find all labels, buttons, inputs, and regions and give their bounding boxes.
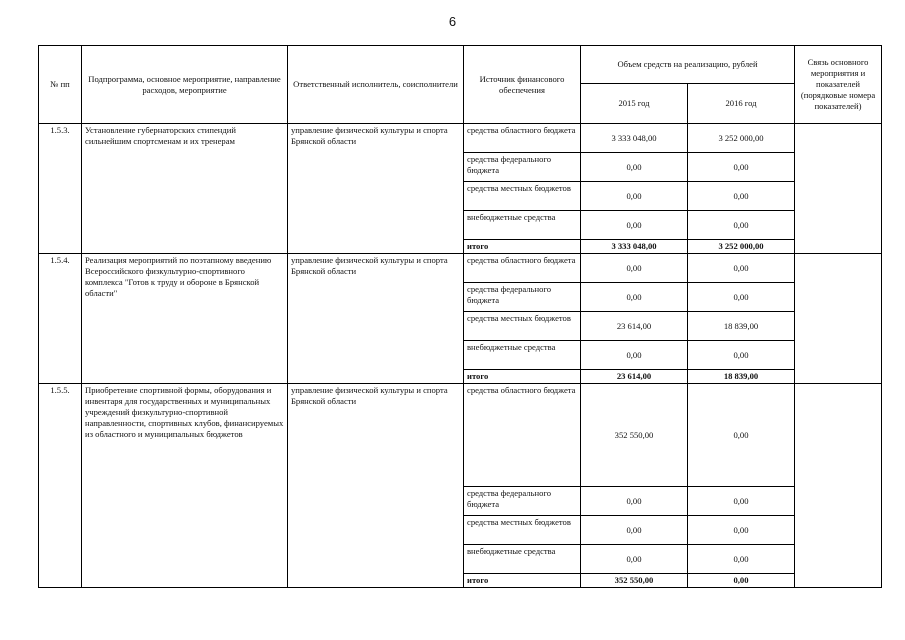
section-name: Приобретение спортивной формы, оборудования и инвентаря для государственных и муниципальных учреждений физкультурно-спортивной направленности, спортивных клубов, финансируемых из областного и муниципальных бюджетов <box>82 384 288 588</box>
value-2015: 0,00 <box>581 211 688 240</box>
source-cell: средства местных бюджетов <box>464 182 581 211</box>
value-2015: 0,00 <box>581 254 688 283</box>
source-cell: средства местных бюджетов <box>464 312 581 341</box>
total-2016: 18 839,00 <box>688 370 795 384</box>
total-2015: 23 614,00 <box>581 370 688 384</box>
total-2016: 3 252 000,00 <box>688 240 795 254</box>
value-2016: 3 252 000,00 <box>688 124 795 153</box>
value-2016: 0,00 <box>688 516 795 545</box>
link-cell <box>795 124 882 254</box>
value-2015: 0,00 <box>581 153 688 182</box>
section-executor: управление физической культуры и спорта Брянской области <box>288 124 464 254</box>
section-code: 1.5.4. <box>39 254 82 384</box>
value-2016: 0,00 <box>688 283 795 312</box>
value-2016: 0,00 <box>688 545 795 574</box>
page-number: 6 <box>448 14 457 29</box>
source-cell: средства федерального бюджета <box>464 153 581 182</box>
section-name: Установление губернаторских стипендий сильнейшим спортсменам и их тренерам <box>82 124 288 254</box>
total-2015: 3 333 048,00 <box>581 240 688 254</box>
source-cell: средства областного бюджета <box>464 124 581 153</box>
header-executor: Ответственный исполнитель, соисполнители <box>288 46 464 124</box>
link-cell <box>795 384 882 588</box>
value-2016: 0,00 <box>688 254 795 283</box>
total-2015: 352 550,00 <box>581 574 688 588</box>
value-2016: 0,00 <box>688 182 795 211</box>
source-cell: внебюджетные средства <box>464 545 581 574</box>
section-executor: управление физической культуры и спорта Брянской области <box>288 254 464 384</box>
source-cell: средства федерального бюджета <box>464 283 581 312</box>
value-2015: 0,00 <box>581 487 688 516</box>
table-row <box>39 254 882 283</box>
total-label: итого <box>464 574 581 588</box>
source-cell: внебюджетные средства <box>464 211 581 240</box>
value-2016: 18 839,00 <box>688 312 795 341</box>
value-2015: 0,00 <box>581 516 688 545</box>
source-cell: внебюджетные средства <box>464 341 581 370</box>
section-code: 1.5.3. <box>39 124 82 254</box>
total-label: итого <box>464 240 581 254</box>
source-cell: средства областного бюджета <box>464 384 581 487</box>
header-volume: Объем средств на реализацию, рублей <box>581 46 795 84</box>
value-2016: 0,00 <box>688 211 795 240</box>
section-executor: управление физической культуры и спорта Брянской области <box>288 384 464 588</box>
value-2016: 0,00 <box>688 384 795 487</box>
value-2015: 0,00 <box>581 341 688 370</box>
value-2015: 352 550,00 <box>581 384 688 487</box>
source-cell: средства областного бюджета <box>464 254 581 283</box>
value-2016: 0,00 <box>688 153 795 182</box>
header-year-2015: 2015 год <box>581 84 688 124</box>
total-2016: 0,00 <box>688 574 795 588</box>
section-name: Реализация мероприятий по поэтапному введению Всероссийского физкультурно-спортивного комплекса "Готов к труду и обороне в Брянской области" <box>82 254 288 384</box>
section-code: 1.5.5. <box>39 384 82 588</box>
header-name: Подпрограмма, основное мероприятие, направление расходов, мероприятие <box>82 46 288 124</box>
link-cell <box>795 254 882 384</box>
table-row <box>39 124 882 153</box>
value-2015: 3 333 048,00 <box>581 124 688 153</box>
budget-table <box>38 45 882 588</box>
table-row <box>39 384 882 487</box>
header-num: № пп <box>39 46 82 124</box>
total-label: итого <box>464 370 581 384</box>
source-cell: средства местных бюджетов <box>464 516 581 545</box>
value-2016: 0,00 <box>688 487 795 516</box>
source-cell: средства федерального бюджета <box>464 487 581 516</box>
header-link: Связь основного мероприятия и показателей (порядковые номера показателей) <box>795 46 882 124</box>
value-2015: 0,00 <box>581 182 688 211</box>
header-year-2016: 2016 год <box>688 84 795 124</box>
value-2015: 23 614,00 <box>581 312 688 341</box>
value-2016: 0,00 <box>688 341 795 370</box>
header-source: Источник финансового обеспечения <box>464 46 581 124</box>
value-2015: 0,00 <box>581 545 688 574</box>
value-2015: 0,00 <box>581 283 688 312</box>
